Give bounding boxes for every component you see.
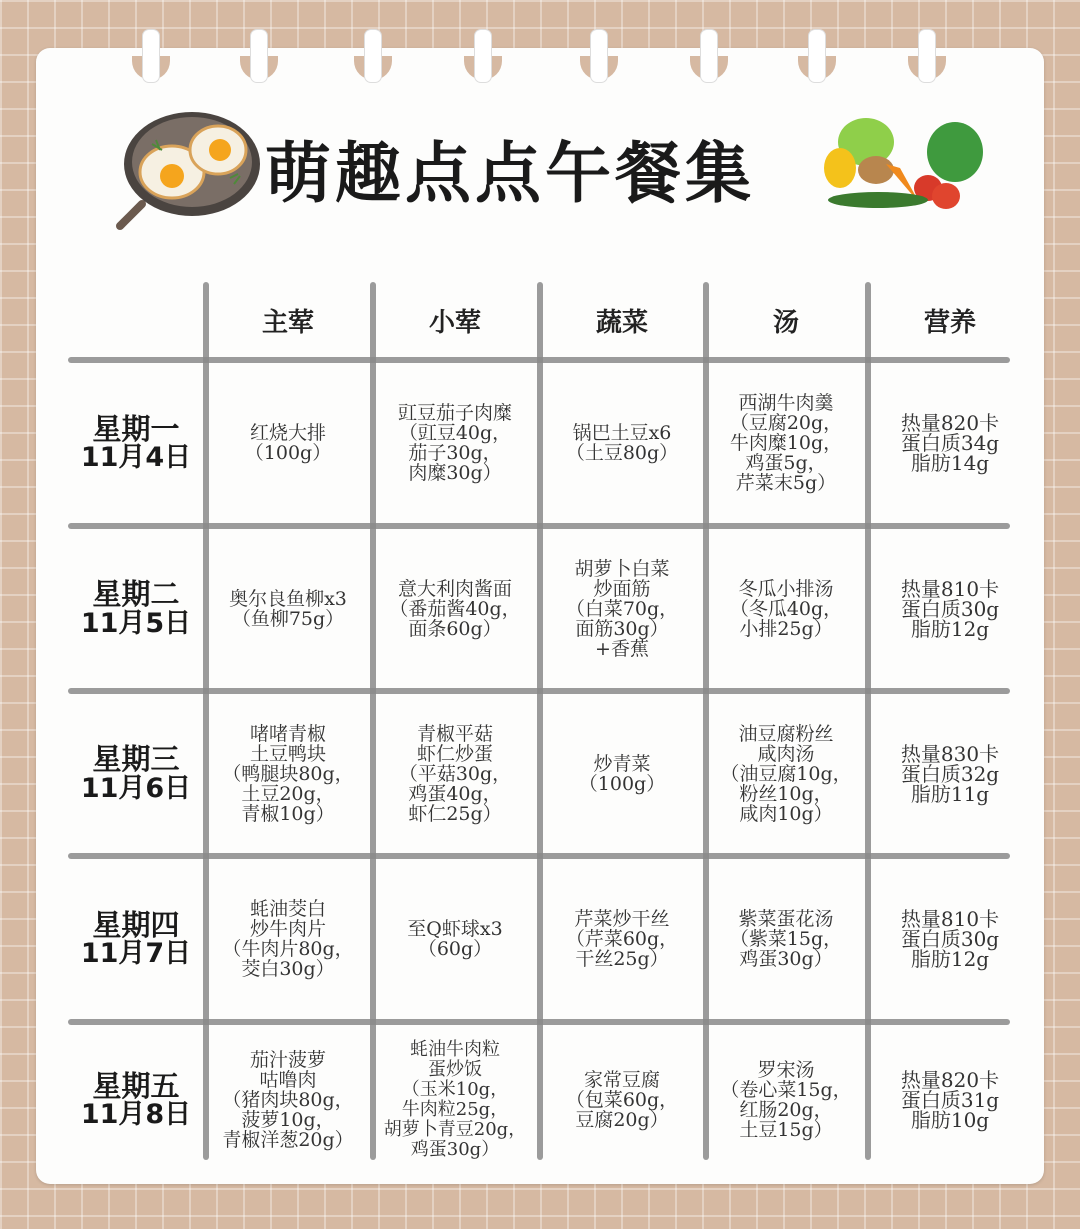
- weekday: 星期五: [92, 1068, 180, 1103]
- table-cell: 胡萝卜白菜 炒面筋 （白菜70g， 面筋30g） +香蕉: [565, 557, 679, 660]
- date: 11月8日: [80, 1099, 192, 1131]
- table-cell: 茄汁菠萝 咕噜肉 （猪肉块80g， 菠萝10g， 青椒洋葱20g）: [222, 1049, 354, 1151]
- table-cell: 冬瓜小排汤 （冬瓜40g， 小排25g）: [729, 577, 843, 640]
- table-cell: 至Q虾球x3 （60g）: [407, 918, 503, 960]
- date: 11月5日: [80, 607, 192, 639]
- column-header-nutrition: 营养: [923, 307, 976, 338]
- table-cell: 热量830卡 蛋白质32g 脂肪11g: [900, 741, 1000, 806]
- weekday: 星期四: [92, 907, 180, 942]
- weekday: 星期二: [92, 577, 180, 612]
- table-cell: 西湖牛肉羹 （豆腐20g， 牛肉糜10g， 鸡蛋5g， 芹菜末5g）: [729, 392, 843, 494]
- table-cell: 奥尔良鱼柳x3 （鱼柳75g）: [229, 587, 347, 630]
- date: 11月6日: [80, 772, 192, 804]
- table-cell: 锅巴土豆x6 （土豆80g）: [565, 422, 679, 464]
- table-cell: 热量820卡 蛋白质31g 脂肪10g: [900, 1068, 1000, 1132]
- column-header-main-meat: 主荤: [261, 307, 314, 338]
- date: 11月7日: [80, 938, 192, 970]
- vegetables-icon: [820, 108, 985, 214]
- day-label-thu: [68, 859, 204, 1019]
- column-header-soup: 汤: [772, 307, 799, 338]
- weekday: 星期三: [92, 742, 180, 777]
- table-cell: 青椒平菇 虾仁炒蛋 （平菇30g， 鸡蛋40g， 虾仁25g）: [398, 722, 512, 825]
- table-cell: 炒青菜 （100g）: [578, 752, 666, 795]
- table-cell: 芹菜炒干丝 （芹菜60g， 干丝25g）: [565, 908, 679, 970]
- table-cell: 意大利肉酱面 （番茄酱40g， 面条60g）: [389, 577, 521, 640]
- column-header-vegetable: 蔬菜: [595, 307, 648, 338]
- table-cell: 油豆腐粉丝 咸肉汤 （油豆腐10g， 粉丝10g， 咸肉10g）: [720, 722, 852, 825]
- table-cell: 热量820卡 蛋白质34g 脂肪14g: [900, 411, 1000, 475]
- table-cell: 蚝油茭白 炒牛肉片 （牛肉片80g， 茭白30g）: [222, 898, 354, 980]
- day-label-wed: [68, 694, 204, 853]
- weekday: 星期一: [92, 411, 180, 446]
- date: 11月4日: [80, 442, 192, 474]
- table-cell: 热量810卡 蛋白质30g 脂肪12g: [900, 576, 1000, 641]
- table-cell: 红烧大排 （100g）: [244, 422, 332, 464]
- table-cell: 罗宋汤 （卷心菜15g， 红肠20g， 土豆15g）: [720, 1059, 852, 1141]
- table-cell: 蚝油牛肉粒 蛋炒饭 （玉米10g， 牛肉粒25g， 胡萝卜青豆20g， 鸡蛋30g）: [383, 1039, 527, 1160]
- day-label-tue: [68, 529, 204, 688]
- column-header-side-meat: 小荤: [428, 307, 481, 338]
- table-cell: 啫啫青椒 土豆鸭块 （鸭腿块80g， 土豆20g， 青椒10g）: [222, 722, 354, 825]
- table-cell: 紫菜蛋花汤 （紫菜15g， 鸡蛋30g）: [729, 908, 843, 970]
- table-cell: 热量810卡 蛋白质30g 脂肪12g: [900, 907, 1000, 971]
- table-cell: 家常豆腐 （包菜60g， 豆腐20g）: [565, 1069, 679, 1131]
- page-title: 萌趣点点午餐集: [265, 134, 755, 212]
- fried-egg-pan-icon: [112, 104, 262, 232]
- day-label-mon: [68, 363, 204, 523]
- day-label-fri: [68, 1025, 204, 1175]
- table-cell: 豇豆茄子肉糜 （豇豆40g， 茄子30g， 肉糜30g）: [397, 402, 512, 484]
